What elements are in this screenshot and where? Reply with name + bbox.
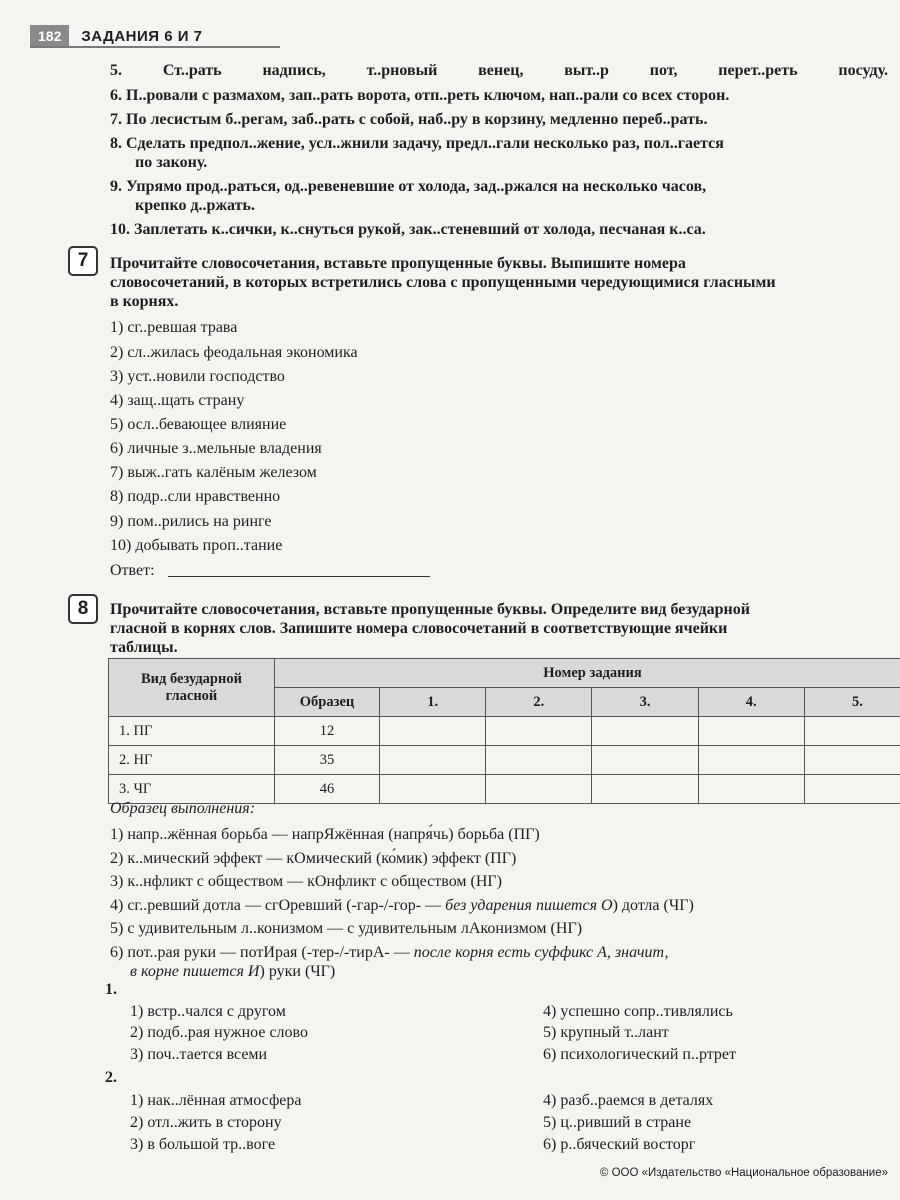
task6-item-9-cont: крепко д..ржать. — [135, 197, 255, 214]
group1-item: 5) крупный т..лант — [543, 1024, 669, 1041]
sample-line-cont: в корне пишется И) руки (ЧГ) — [130, 963, 336, 980]
task6-item-9: 9. Упрямо прод..раться, од..ревеневшие от холода, зад..ржался на несколько часов, — [110, 178, 707, 195]
answer-cell[interactable] — [380, 775, 486, 804]
task8-instruction-line3: таблицы. — [110, 639, 178, 656]
answer-cell[interactable] — [592, 717, 698, 746]
task7-instruction-line1: Прочитайте словосочетания, вставьте пропущенные буквы. Выпишите номера — [110, 255, 686, 272]
task7-instruction-line3: в корнях. — [110, 293, 179, 310]
task7-item: 1) сг..ревшая трава — [110, 319, 238, 336]
answer-cell[interactable] — [698, 775, 804, 804]
task7-item: 3) уст..новили господство — [110, 368, 285, 385]
group1-item: 1) встр..чался с другом — [130, 1003, 286, 1020]
header-rule — [30, 46, 280, 48]
task7-item: 7) выж..гать калёным железом — [110, 464, 317, 481]
answer-cell[interactable] — [380, 717, 486, 746]
table-header-type: Вид безударной гласной — [109, 659, 275, 717]
task7-item: 2) сл..жилась феодальная экономика — [110, 344, 358, 361]
group-title: 1. — [105, 981, 117, 998]
copyright-footer: © ООО «Издательство «Национальное образование» — [599, 1167, 888, 1179]
sample-line: 5) с удивительным л..конизмом — с удивительным лАконизмом (НГ) — [110, 920, 583, 937]
sample-line: 1) напр..жённая борьба — напрЯжённая (напря́чь) борьба (ПГ) — [110, 826, 540, 843]
table-subheader: 4. — [698, 688, 804, 717]
task7-item: 5) осл..бевающее влияние — [110, 416, 287, 433]
task7-item: 9) пом..рились на ринге — [110, 513, 272, 530]
answer-cell[interactable] — [698, 746, 804, 775]
sample-line: 3) к..нфликт с обществом — кОнфликт с обществом (НГ) — [110, 873, 502, 890]
answer-cell[interactable] — [804, 746, 900, 775]
task7-item: 6) личные з..мельные владения — [110, 440, 322, 457]
task6-item-7: 7. По лесистым б..регам, заб..рать с собой, наб..ру в корзину, медленно переб..рать. — [110, 111, 708, 128]
group2-item: 5) ц..ривший в стране — [543, 1114, 692, 1131]
task6-item-8-cont: по закону. — [135, 154, 208, 171]
table-subheader: 2. — [486, 688, 592, 717]
row-label: 1. ПГ — [109, 717, 275, 746]
task-number-box: 8 — [68, 594, 98, 624]
answer-cell[interactable] — [804, 717, 900, 746]
answer-table — [108, 658, 900, 804]
section-title: ЗАДАНИЯ 6 И 7 — [81, 27, 203, 45]
task7-instruction-line2: словосочетаний, в которых встретились слова с пропущенными чередующимися гласными — [110, 274, 776, 291]
table-subheader: 5. — [804, 688, 900, 717]
group1-item: 3) поч..тается всеми — [130, 1046, 268, 1063]
group2-item: 1) нак..лённая атмосфера — [130, 1092, 302, 1109]
answer-cell[interactable] — [486, 775, 592, 804]
task7-item: 8) подр..сли нравственно — [110, 488, 281, 505]
page-number: 182 — [30, 25, 69, 47]
task8-instruction-line2: гласной в корнях слов. Запишите номера словосочетаний в соответствующие ячейки — [110, 620, 728, 637]
task6-item-10: 10. Заплетать к..сички, к..снуться рукой, зак..стеневший от холода, песчаная к..са. — [110, 221, 706, 238]
answer-cell[interactable] — [592, 746, 698, 775]
group-title: 2. — [105, 1069, 117, 1086]
table-subheader: Образец — [274, 688, 379, 717]
sample-cell: 35 — [274, 746, 379, 775]
group2-item: 4) разб..раемся в деталях — [543, 1092, 714, 1109]
table-subheader: 3. — [592, 688, 698, 717]
task8-instruction-line1: Прочитайте словосочетания, вставьте пропущенные буквы. Определите вид безударной — [110, 601, 750, 618]
answer-cell[interactable] — [698, 717, 804, 746]
sample-line: 2) к..мический эффект — кОмический (ко́мик) эффект (ПГ) — [110, 850, 517, 867]
group2-item: 3) в большой тр..воге — [130, 1136, 276, 1153]
task-number-box: 7 — [68, 246, 98, 276]
table-row — [109, 717, 900, 746]
group1-item: 2) подб..рая нужное слово — [130, 1024, 308, 1041]
answer-cell[interactable] — [804, 775, 900, 804]
row-label: 3. ЧГ — [109, 775, 275, 804]
answer-field[interactable] — [168, 576, 430, 577]
answer-cell[interactable] — [380, 746, 486, 775]
task6-item-6: 6. П..ровали с размахом, зап..рать ворота, отп..реть ключом, нап..рали со всех сторон. — [110, 87, 730, 104]
answer-cell[interactable] — [592, 775, 698, 804]
sample-heading: Образец выполнения: — [110, 800, 256, 817]
task6-item-5: 5. Ст..рать надпись, т..рновый венец, выт..р пот, перет..реть посуду. — [110, 62, 888, 79]
task7-item: 10) добывать проп..тание — [110, 537, 283, 554]
answer-label: Ответ: — [110, 562, 155, 579]
table-header-group: Номер задания — [274, 659, 900, 688]
table-subheader: 1. — [380, 688, 486, 717]
group1-item: 6) психологический п..ртрет — [543, 1046, 737, 1063]
sample-cell: 12 — [274, 717, 379, 746]
row-label: 2. НГ — [109, 746, 275, 775]
answer-cell[interactable] — [486, 717, 592, 746]
group2-item: 2) отл..жить в сторону — [130, 1114, 282, 1131]
sample-cell: 46 — [274, 775, 379, 804]
answer-cell[interactable] — [486, 746, 592, 775]
group2-item: 6) р..бяческий восторг — [543, 1136, 696, 1153]
table-row — [109, 746, 900, 775]
task7-item: 4) защ..щать страну — [110, 392, 245, 409]
sample-line: 4) сг..ревший дотла — сгОревший (-гар-/-гор- — без ударения пишется О) дотла (ЧГ) — [110, 897, 694, 914]
task6-item-8: 8. Сделать предпол..жение, усл..жнили задачу, предл..гали несколько раз, пол..гается — [110, 135, 724, 152]
sample-line: 6) пот..рая руки — потИрая (-тер-/-тирА- — после корня есть суффикс А, значит, — [110, 944, 669, 961]
group1-item: 4) успешно сопр..тивлялись — [543, 1003, 733, 1020]
